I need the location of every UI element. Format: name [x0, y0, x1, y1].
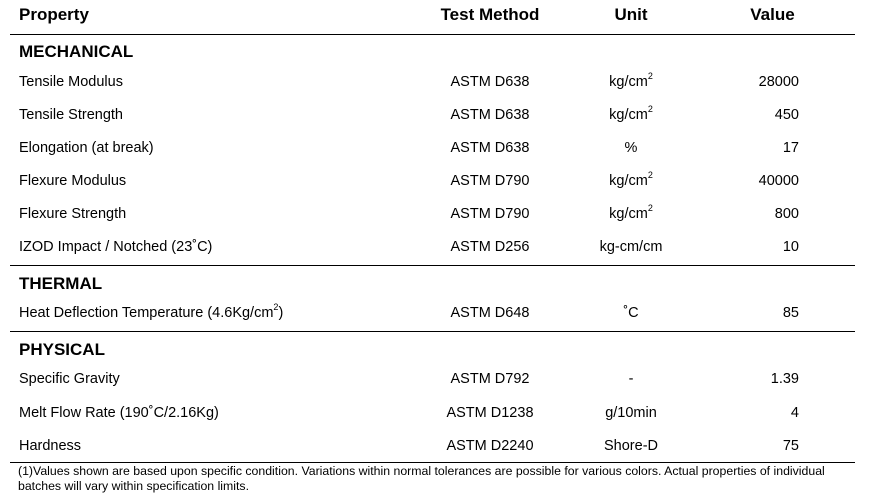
- header-test-method: Test Method: [440, 5, 540, 24]
- method-cell: ASTM D792: [450, 371, 530, 387]
- table-row: [0, 199, 873, 232]
- property-cell: Hardness: [19, 438, 82, 454]
- method-cell: ASTM D638: [450, 74, 530, 90]
- unit-base: kg/cm: [609, 74, 648, 90]
- unit-superscript: 2: [647, 71, 653, 82]
- property-cell: Flexure Modulus: [19, 173, 127, 189]
- value-cell: 17: [782, 140, 799, 156]
- property-cell: Melt Flow Rate (190˚C/2.16Kg): [19, 405, 219, 421]
- property-cell: IZOD Impact / Notched (23˚C): [19, 239, 213, 255]
- section-title-thermal: THERMAL: [19, 274, 103, 293]
- unit-cell: kg-cm/cm: [599, 239, 663, 255]
- value-cell: 28000: [758, 74, 799, 90]
- table-row: [0, 398, 873, 431]
- section-title-mechanical: MECHANICAL: [19, 42, 134, 61]
- unit-superscript: 2: [647, 104, 653, 115]
- unit-superscript: 2: [647, 170, 653, 181]
- footer-divider: [10, 462, 855, 463]
- section-divider: [10, 265, 855, 266]
- table-row: [0, 364, 873, 397]
- property-cell: [19, 302, 284, 321]
- property-cell: Tensile Modulus: [19, 74, 123, 90]
- property-tail: ): [278, 305, 284, 321]
- unit-cell: Shore-D: [604, 438, 658, 454]
- unit-cell: [571, 104, 691, 123]
- unit-base: kg/cm: [609, 173, 648, 189]
- table-row: [0, 100, 873, 133]
- value-cell: 10: [782, 239, 799, 255]
- unit-cell: [571, 71, 691, 90]
- table-row: [0, 166, 873, 199]
- property-cell: Elongation (at break): [19, 140, 154, 156]
- unit-base: kg/cm: [609, 107, 648, 123]
- method-cell: ASTM D2240: [446, 438, 534, 454]
- header-value: Value: [750, 5, 795, 24]
- property-cell: Specific Gravity: [19, 371, 120, 387]
- table-row: [0, 133, 873, 166]
- header-divider: [10, 34, 855, 35]
- unit-cell: -: [628, 371, 634, 387]
- unit-base: kg/cm: [609, 206, 648, 222]
- table-row: [0, 298, 873, 331]
- method-cell: ASTM D638: [450, 140, 530, 156]
- value-cell: 4: [790, 405, 799, 421]
- section-divider: [10, 331, 855, 332]
- unit-cell: g/10min: [605, 405, 657, 421]
- table-row: [0, 67, 873, 100]
- unit-cell: [571, 203, 691, 222]
- table-row: [0, 431, 873, 464]
- value-cell: 85: [782, 305, 799, 321]
- unit-cell: ˚C: [623, 305, 639, 321]
- unit-cell: %: [624, 140, 638, 156]
- property-cell: Flexure Strength: [19, 206, 127, 222]
- method-cell: ASTM D790: [450, 206, 530, 222]
- unit-superscript: 2: [647, 203, 653, 214]
- header-unit: Unit: [614, 5, 648, 24]
- value-cell: 40000: [758, 173, 799, 189]
- method-cell: ASTM D1238: [446, 405, 534, 421]
- property-base: Heat Deflection Temperature (4.6Kg/cm: [19, 305, 274, 321]
- method-cell: ASTM D790: [450, 173, 530, 189]
- value-cell: 75: [782, 438, 799, 454]
- method-cell: ASTM D638: [450, 107, 530, 123]
- header-property: Property: [19, 5, 89, 24]
- method-cell: ASTM D648: [450, 305, 530, 321]
- method-cell: ASTM D256: [450, 239, 530, 255]
- table-row: [0, 232, 873, 265]
- property-cell: Tensile Strength: [19, 107, 123, 123]
- property-superscript: 2: [273, 302, 279, 313]
- value-cell: 1.39: [770, 371, 799, 387]
- value-cell: 450: [774, 107, 799, 123]
- unit-cell: [571, 170, 691, 189]
- footnote: (1)Values shown are based upon specific condition. Variations within normal tolerances are possible for various colors. Actual properties of individual batches will vary within specification limits.: [18, 464, 825, 493]
- section-title-physical: PHYSICAL: [19, 340, 105, 359]
- value-cell: 800: [774, 206, 799, 222]
